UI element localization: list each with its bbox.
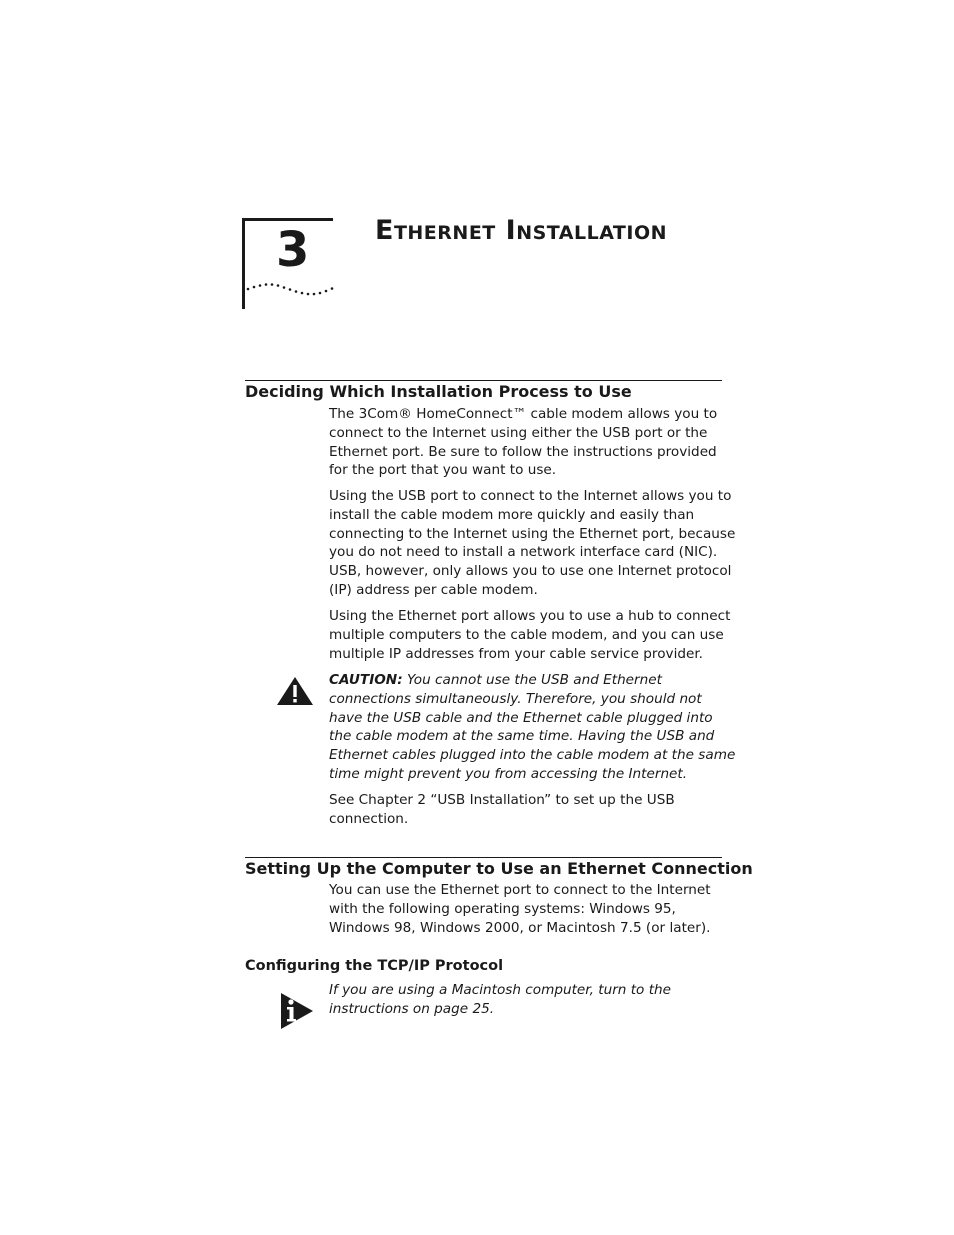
- paragraph-intro: [329, 405, 724, 480]
- text-line: multiple IP addresses from your cable service provider.: [329, 645, 703, 662]
- text-line: connections simultaneously. Therefore, you should not: [329, 690, 702, 707]
- text-line: instructions on page 25.: [329, 1000, 495, 1017]
- text-line: you do not need to install a network interface card (NIC).: [329, 544, 718, 561]
- text-line: connect to the Internet using either the USB port or the: [329, 424, 708, 441]
- chapter-dots-decoration: [246, 280, 334, 298]
- chapter-marker: [242, 218, 334, 310]
- paragraph-see-chapter: [329, 791, 724, 829]
- section-divider: [245, 857, 722, 858]
- section-heading: Deciding Which Installation Process to Use: [245, 382, 632, 401]
- text-line: time might prevent you from accessing the Internet.: [329, 765, 688, 782]
- text-line: install the cable modem more quickly and easily than: [329, 506, 695, 523]
- text-line: Ethernet port. Be sure to follow the instructions provided: [329, 443, 717, 460]
- text-line: have the USB cable and the Ethernet cable plugged into: [329, 709, 713, 726]
- info-icon: [280, 992, 314, 1030]
- chapter-number: 3: [276, 222, 310, 278]
- text-line: connection.: [329, 810, 409, 827]
- section-divider: [245, 380, 722, 381]
- text-line: USB, however, only allows you to use one Internet protocol: [329, 563, 732, 580]
- text-line: connecting to the Internet using the Ethernet port, because: [329, 525, 736, 542]
- chapter-title: Ethernet Installation: [375, 215, 668, 246]
- text-line: Using the USB port to connect to the Internet allows you to: [329, 488, 732, 504]
- text-line: with the following operating systems: Windows 95,: [329, 900, 676, 917]
- text-line: See Chapter 2 “USB Installation” to set up the USB: [329, 792, 675, 808]
- text-line: Windows 98, Windows 2000, or Macintosh 7.5 (or later).: [329, 919, 711, 936]
- chapter-marker-left-bar: [242, 218, 245, 309]
- text-line: You can use the Ethernet port to connect to the Internet: [329, 882, 711, 898]
- mac-note: [329, 981, 724, 1019]
- text-line: (IP) address per cable modem.: [329, 581, 538, 598]
- text-line: Ethernet cables plugged into the cable modem at the same: [329, 747, 736, 764]
- text-line: for the port that you want to use.: [329, 462, 557, 479]
- warning-triangle-icon: [276, 676, 314, 706]
- text-line: [329, 671, 724, 690]
- text-line: Using the Ethernet port allows you to use a hub to connect: [329, 608, 731, 624]
- text-line: The 3Com® HomeConnect™ cable modem allows you to: [329, 406, 718, 422]
- caution-text: You cannot use the USB and Ethernet: [402, 672, 662, 688]
- paragraph-ethernet: [329, 607, 731, 663]
- caution-note: [329, 671, 736, 784]
- section-heading: Setting Up the Computer to Use an Ethernet Connection: [245, 859, 753, 878]
- text-line: If you are using a Macintosh computer, turn to the: [329, 982, 672, 998]
- subsection-heading: Configuring the TCP/IP Protocol: [245, 958, 504, 974]
- paragraph-os-support: [329, 881, 724, 937]
- caution-label: CAUTION:: [329, 672, 403, 688]
- chapter-marker-top-bar: [242, 218, 333, 221]
- text-line: the cable modem at the same time. Having the USB and: [329, 728, 715, 745]
- paragraph-usb: [329, 487, 736, 600]
- text-line: multiple computers to the cable modem, and you can use: [329, 626, 724, 643]
